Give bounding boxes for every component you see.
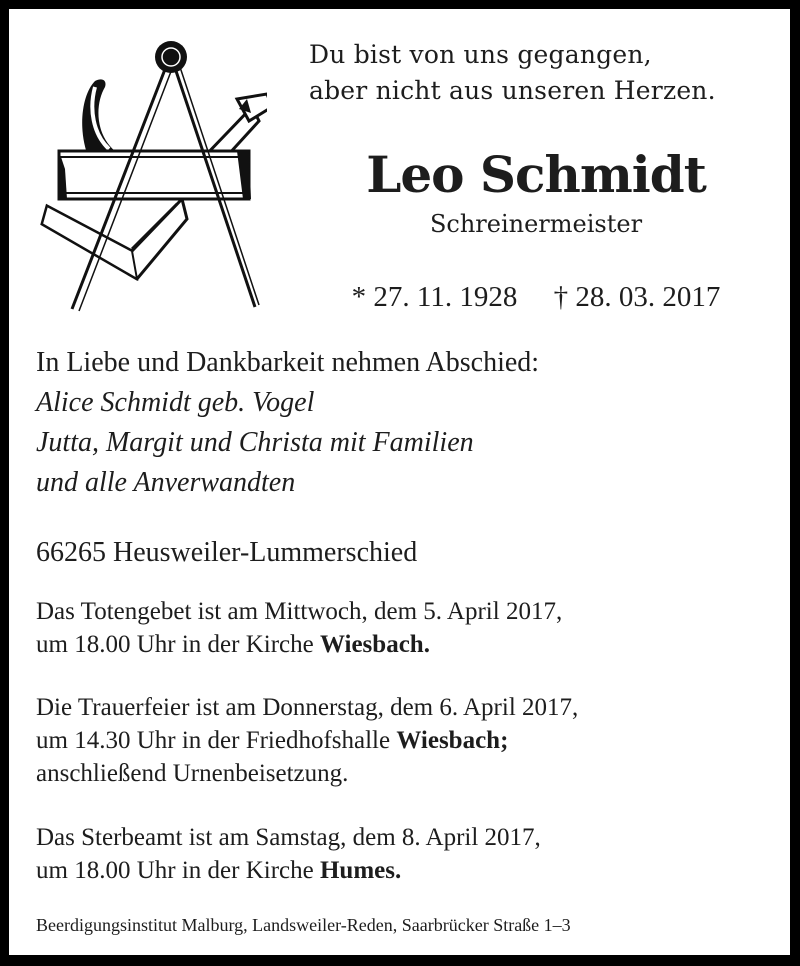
farewell-heading: In Liebe und Dankbarkeit nehmen Abschied:: [36, 347, 540, 378]
death-date: † 28. 03. 2017: [553, 281, 721, 313]
event-time-text: um 18.00 Uhr in der Kirche: [36, 631, 320, 658]
event-time-text: um 18.00 Uhr in der Kirche: [36, 857, 320, 884]
obituary-card: [9, 9, 790, 955]
event-line: [36, 724, 776, 757]
funeral-home-footer: Beerdigungsinstitut Malburg, Landsweiler-Reden, Saarbrücker Straße 1–3: [36, 915, 571, 935]
birth-date: * 27. 11. 1928: [351, 281, 518, 313]
family-address: 66265 Heusweiler-Lummerschied: [36, 537, 418, 568]
event-sterbeamt: [36, 821, 776, 887]
event-line: Das Totengebet ist am Mittwoch, dem 5. April 2017,: [36, 598, 563, 625]
event-location: Wiesbach.: [319, 631, 430, 658]
event-totengebet: [36, 595, 776, 661]
motto-line-1: Du bist von uns gegangen,: [309, 40, 652, 69]
event-line: [36, 854, 776, 887]
event-location: Wiesbach;: [396, 727, 509, 754]
event-trauerfeier: [36, 691, 776, 790]
motto: [309, 37, 779, 109]
carpenter-emblem-icon: [37, 39, 267, 319]
event-line: Das Sterbeamt ist am Samstag, dem 8. April 2017,: [36, 824, 541, 851]
life-dates: [309, 279, 763, 315]
deceased-profession: Schreinermeister: [429, 210, 643, 238]
event-line: Die Trauerfeier ist am Donnerstag, dem 6. April 2017,: [36, 694, 579, 721]
mourner: Jutta, Margit und Christa mit Familien: [36, 427, 474, 458]
motto-line-2: aber nicht aus unseren Herzen.: [309, 76, 716, 105]
mourner: Alice Schmidt geb. Vogel: [36, 387, 315, 418]
event-time-text: um 14.30 Uhr in der Friedhofshalle: [36, 727, 397, 754]
deceased-name: Leo Schmidt: [366, 145, 706, 204]
event-line: [36, 628, 776, 661]
event-line: anschließend Urnenbeisetzung.: [36, 760, 349, 787]
mourner: und alle Anverwandten: [36, 467, 296, 498]
mourners-list: [36, 383, 776, 503]
event-location: Humes.: [319, 857, 402, 884]
